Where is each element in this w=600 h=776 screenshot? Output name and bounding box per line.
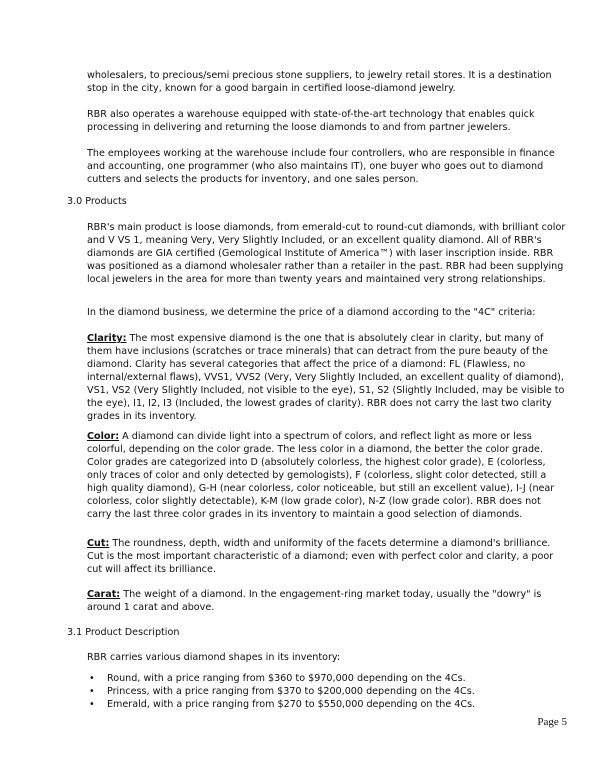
clarity-text: The most expensive diamond is the one that is absolutely clear in clarity, but many of them have inclusions (scratches or trace minerals) that can detract from the pure beauty of the diamond. Clarity has several categories that affect the price of a diamond: FL (Flawless, no internal/external flaws), VVS1, VVS2 (Very, Very Slightly Included, an excellent quality of diamond), VS1, VS2 (Very Slightly Included, not visible to the eye), S1, S2 (Slightly Included, may be visible to the eye), I1, I2, I3 (Included, the lowest grades of clarity). RBR does not carry the last two clarity grades in its inventory. <box>87 333 565 422</box>
bullet-icon: • <box>89 699 95 710</box>
intro-paragraph-2: RBR also operates a warehouse equipped with state-of-the-art technology that enables quick processing in delivering and returning the loose diamonds to and from partner jewelers. <box>87 109 535 133</box>
carat-text: The weight of a diamond. In the engagement-ring market today, usually the "dowry" is around 1 carat and above. <box>87 589 542 613</box>
carat-paragraph <box>87 588 567 614</box>
color-paragraph <box>87 430 567 521</box>
carat-term: Carat: <box>87 589 121 600</box>
products-paragraph-1: RBR's main product is loose diamonds, from emerald-cut to round-cut diamonds, with brilliant color and V VS 1, meaning Very, Very Slightly Included, or an excellent quality diamond. All of RBR's diamonds are GIA certified (Gemological Institute of America™) with laser inscription inside. RBR was positioned as a diamond wholesaler rather than a retailer in the past. RBR had been supplying local jewelers in the area for more than twenty years and maintained very strong relationships. <box>87 222 566 285</box>
cut-term: Cut: <box>87 538 110 549</box>
clarity-term: Clarity: <box>87 333 127 344</box>
color-term: Color: <box>87 431 120 442</box>
cut-paragraph <box>87 537 567 576</box>
intro-paragraph-1: wholesalers, to precious/semi precious stone suppliers, to jewelry retail stores. It is a destination stop in the city, known for a good bargain in certified loose-diamond jewelry. <box>87 70 552 94</box>
diamond-shapes-list <box>87 672 567 711</box>
intro-paragraph-3: The employees working at the warehouse include four controllers, who are responsible in finance and accounting, one programmer (who also maintains IT), one buyer who goes out to diamond cutters and selects the products for inventory, and one sales person. <box>87 148 555 185</box>
color-text: A diamond can divide light into a spectrum of colors, and reflect light as more or less colorful, depending on the color grade. The less color in a diamond, the better the color grade. Color grades are categorized into D (absolutely colorless, the highest color grade), E (colorless, only traces of color and only detected by gemologists), F (colorless, slight color detected, still a high quality diamond), G-H (near colorless, color noticeable, but still an excellent value), I-J (near colorless, color slightly detectable), K-M (low grade color), N-Z (low grade color). RBR does not carry the last three color grades in its inventory to maintain a good selection of diamonds. <box>87 431 555 520</box>
list-item: • Emerald, with a price ranging from $270 to $550,000 depending on the 4Cs. <box>89 699 476 710</box>
section-heading-products: 3.0 Products <box>67 196 127 207</box>
bullet-icon: • <box>89 673 95 684</box>
products-paragraph-2: In the diamond business, we determine the price of a diamond according to the "4C" criteria: <box>87 307 536 318</box>
list-item: • Princess, with a price ranging from $370 to $200,000 depending on the 4Cs. <box>89 686 475 697</box>
bullet-icon: • <box>89 686 95 697</box>
description-paragraph-1: RBR carries various diamond shapes in its inventory: <box>87 652 341 663</box>
section-heading-product-description: 3.1 Product Description <box>67 627 180 638</box>
page-number: Page 5 <box>537 716 567 728</box>
cut-text: The roundness, depth, width and uniformity of the facets determine a diamond's brilliance. Cut is the most important characteristic of a diamond; even with perfect color and clarity, a poor cut will affect its brilliance. <box>87 538 554 575</box>
clarity-paragraph <box>87 332 567 423</box>
list-item: • Round, with a price ranging from $360 to $970,000 depending on the 4Cs. <box>89 673 466 684</box>
